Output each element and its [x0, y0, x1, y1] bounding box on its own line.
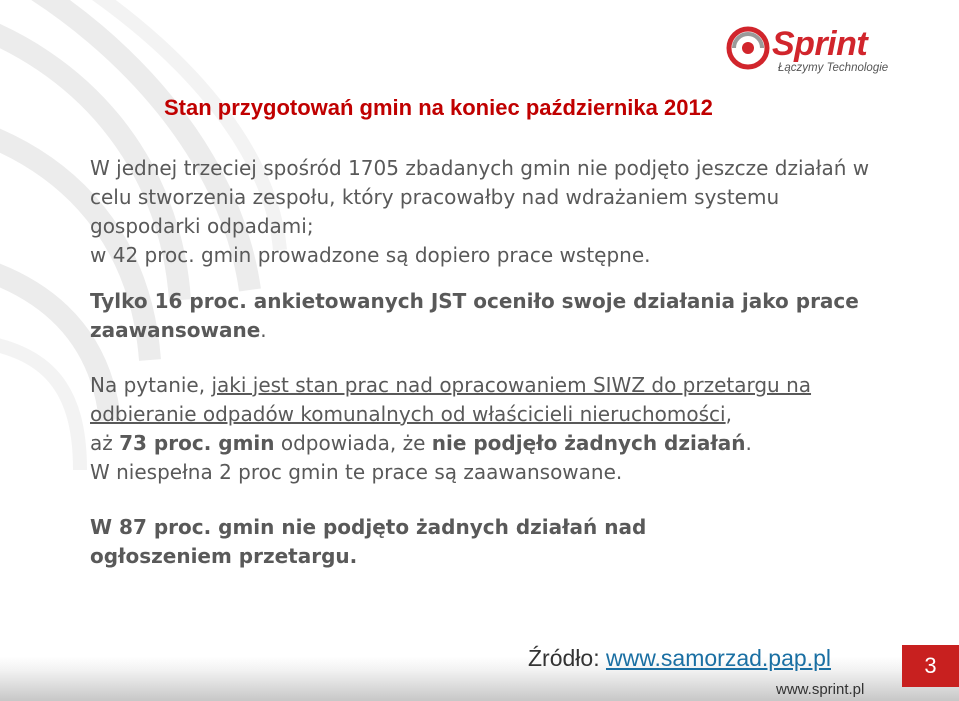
paragraph-gminy-bez-dzialan: [90, 154, 890, 270]
paragraph-bold-text: 73 proc. gmin: [119, 431, 275, 455]
underlined-question: jaki jest stan prac nad opracowaniem SIWZ do przetargu na odbieranie odpadów komunalnych od właścicieli nieruchomości: [90, 373, 812, 426]
paragraph-text: Na pytanie,: [90, 373, 212, 397]
paragraph-text: W jednej trzeciej spośród 1705 zbadanych gmin nie podjęto jeszcze działań w celu stworzenia zespołu, który pracowałby nad wdrażaniem systemu gospodarki odpadami;: [90, 156, 870, 238]
logo-name: Sprint: [772, 25, 868, 63]
footer-url: www.sprint.pl: [776, 681, 865, 698]
source-link[interactable]: www.samorzad.pap.pl: [605, 645, 831, 671]
page-title: Stan przygotowań gmin na koniec października 2012: [164, 95, 713, 120]
paragraph-text: .: [260, 318, 267, 342]
logo-tagline: Łączymy Technologie: [778, 62, 889, 74]
paragraph-text: .: [745, 431, 752, 455]
slide-content: [90, 154, 890, 571]
source-citation: [528, 643, 831, 673]
paragraph-text: odpowiada, że: [274, 431, 432, 455]
sprint-logo-icon: [726, 26, 770, 70]
sprint-logo: [726, 24, 888, 84]
paragraph-text: ,: [725, 402, 732, 426]
paragraph-jst-zaawansowane: [90, 287, 890, 345]
paragraph-przetargi: W 87 proc. gmin nie podjęto żadnych działań nad ogłoszeniem przetargu.: [90, 515, 647, 568]
paragraph-text: aż: [90, 431, 120, 455]
paragraph-bold-text: nie podjęło żadnych działań: [431, 431, 746, 455]
paragraph-siwz-question: [90, 371, 890, 487]
source-label: Źródło:: [528, 645, 606, 671]
paragraph-bold-text: Tylko 16 proc. ankietowanych JST oceniło swoje działania jako prace zaawansowane: [90, 289, 859, 342]
paragraph-text: w 42 proc. gmin prowadzone są dopiero prace wstępne.: [90, 243, 651, 267]
paragraph-text: W niespełna 2 proc gmin te prace są zaawansowane.: [90, 460, 623, 484]
page-number-badge: 3: [902, 645, 959, 687]
